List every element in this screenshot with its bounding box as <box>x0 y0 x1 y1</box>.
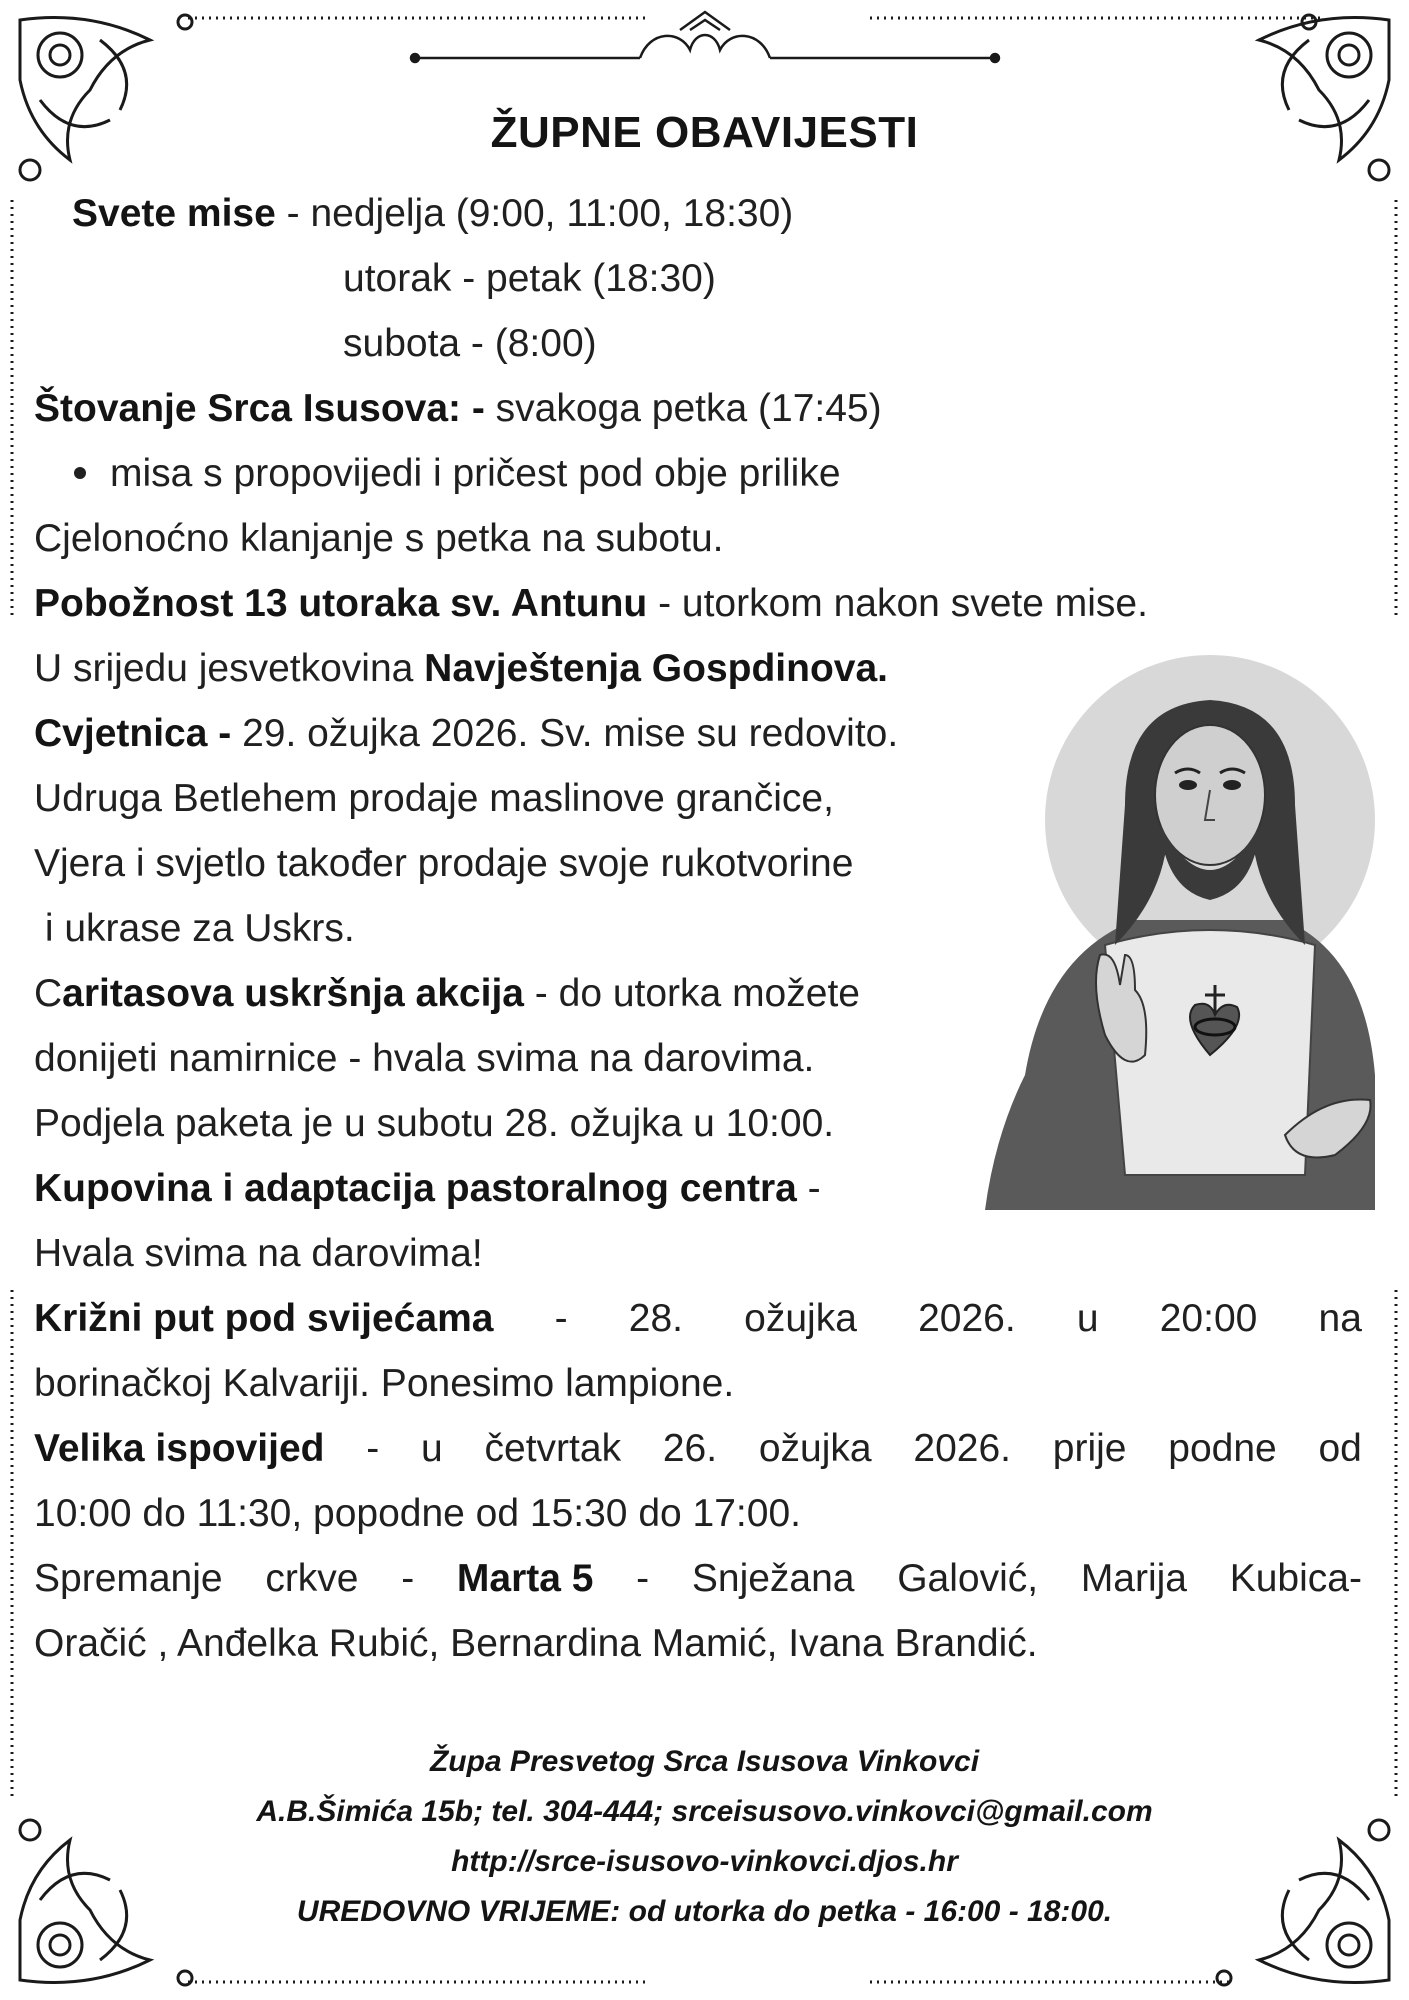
cross-word: na <box>1318 1297 1362 1340</box>
cleaning-word: Galović, <box>897 1557 1039 1600</box>
confession-word: prije <box>1052 1427 1127 1470</box>
footer-address: A.B.Šimića 15b; tel. 304-444; srceisusovo.vinkovci@gmail.com <box>256 1795 1153 1828</box>
confession-line-2: 10:00 do 11:30, popodne od 15:30 do 17:00. <box>34 1492 801 1535</box>
annunciation-line <box>34 649 888 688</box>
sacred-heart-jesus-illustration <box>985 655 1375 1210</box>
centre-line-2: Hvala svima na darovima! <box>34 1232 483 1275</box>
cleaning-line <box>34 1559 1362 1598</box>
heart-label: Štovanje Srca Isusova: - <box>34 387 485 430</box>
confession-word: podne <box>1168 1427 1277 1470</box>
masses-label: Svete mise <box>72 192 276 235</box>
palm-label: Cvjetnica - <box>34 712 232 755</box>
footer-parish: Župa Presvetog Srca Isusova Vinkovci <box>429 1745 980 1778</box>
masses-line <box>72 194 793 233</box>
caritas-line-3: Podjela paketa je u subotu 28. ožujka u 10:00. <box>34 1102 835 1145</box>
cross-word: 2026. <box>918 1297 1016 1340</box>
cleaning-line-2: Oračić , Anđelka Rubić, Bernardina Mamić, Ivana Brandić. <box>34 1622 1038 1665</box>
bullet-icon <box>74 467 86 479</box>
cleaning-word: Marija <box>1080 1557 1187 1600</box>
cleaning-word: Spremanje <box>34 1557 223 1600</box>
palm-line-3: Vjera i svjetlo također prodaje svoje rukotvorine <box>34 842 854 885</box>
caritas-first-letter: C <box>34 972 63 1015</box>
caritas-label: aritasova uskršnja akcija <box>62 972 524 1015</box>
confession-word: u <box>421 1427 443 1470</box>
antun-text: - utorkom nakon svete mise. <box>647 582 1148 625</box>
confession-label: Velika ispovijed <box>34 1427 325 1470</box>
heart-bullet-text: misa s propovijedi i pričest pod obje prilike <box>110 452 841 495</box>
palm-line-2: Udruga Betlehem prodaje maslinove grančice, <box>34 777 834 820</box>
cross-word: - <box>554 1297 568 1340</box>
palm-text: 29. ožujka 2026. Sv. mise su redovito. <box>231 712 899 755</box>
cross-line-2: borinačkoj Kalvariji. Ponesimo lampione. <box>34 1362 735 1405</box>
cross-word: u <box>1076 1297 1099 1340</box>
centre-label: Kupovina i adaptacija pastoralnog centra <box>34 1167 797 1210</box>
heart-line <box>34 389 882 428</box>
cross-word: 28. <box>628 1297 683 1340</box>
cross-word: ožujka <box>744 1297 857 1340</box>
confession-line <box>34 1429 1362 1468</box>
centre-text: - <box>796 1167 821 1210</box>
caritas-line <box>34 974 860 1013</box>
confession-word: ožujka <box>758 1427 872 1470</box>
cross-label: Križni put pod svijećama <box>34 1297 494 1340</box>
caritas-line-2: donijeti namirnice - hvala svima na darovima. <box>34 1037 815 1080</box>
cleaning-word: Snježana <box>691 1557 855 1600</box>
cleaning-word: - <box>636 1557 650 1600</box>
cleaning-word: crkve <box>265 1557 359 1600</box>
cleaning-word: Kubica- <box>1229 1557 1362 1600</box>
masses-sunday: - nedjelja (9:00, 11:00, 18:30) <box>275 192 794 235</box>
cleaning-label: Marta 5 <box>456 1557 594 1600</box>
masses-weekdays: utorak - petak (18:30) <box>343 257 716 300</box>
heart-text: svakoga petka (17:45) <box>484 387 882 430</box>
confession-word: četvrtak <box>484 1427 622 1470</box>
cleaning-word: - <box>401 1557 415 1600</box>
adoration-line: Cjelonoćno klanjanje s petka na subotu. <box>34 517 724 560</box>
cross-line <box>34 1299 1362 1338</box>
centre-line <box>34 1169 821 1208</box>
confession-word: 26. <box>662 1427 718 1470</box>
confession-word: 2026. <box>913 1427 1011 1470</box>
caritas-text: - do utorka možete <box>523 972 860 1015</box>
antun-line <box>34 584 1148 623</box>
annunciation-label: Navještenja Gospdinova. <box>424 647 888 690</box>
palm-line <box>34 714 898 753</box>
heart-bullet-item <box>34 454 841 493</box>
palm-line-4: i ukrase za Uskrs. <box>34 907 355 950</box>
confession-word: - <box>366 1427 380 1470</box>
page-title: ŽUPNE OBAVIJESTI <box>490 108 919 157</box>
annunciation-text: U srijedu jesvetkovina <box>34 647 425 690</box>
footer-office-hours: UREDOVNO VRIJEME: od utorka do petka - 16:00 - 18:00. <box>296 1895 1113 1928</box>
footer-website: http://srce-isusovo-vinkovci.djos.hr <box>451 1845 958 1878</box>
top-ornament <box>411 12 999 62</box>
confession-word: od <box>1318 1427 1362 1470</box>
antun-label: Pobožnost 13 utoraka sv. Antunu <box>34 582 648 625</box>
masses-saturday: subota - (8:00) <box>343 322 597 365</box>
cross-word: 20:00 <box>1159 1297 1258 1340</box>
